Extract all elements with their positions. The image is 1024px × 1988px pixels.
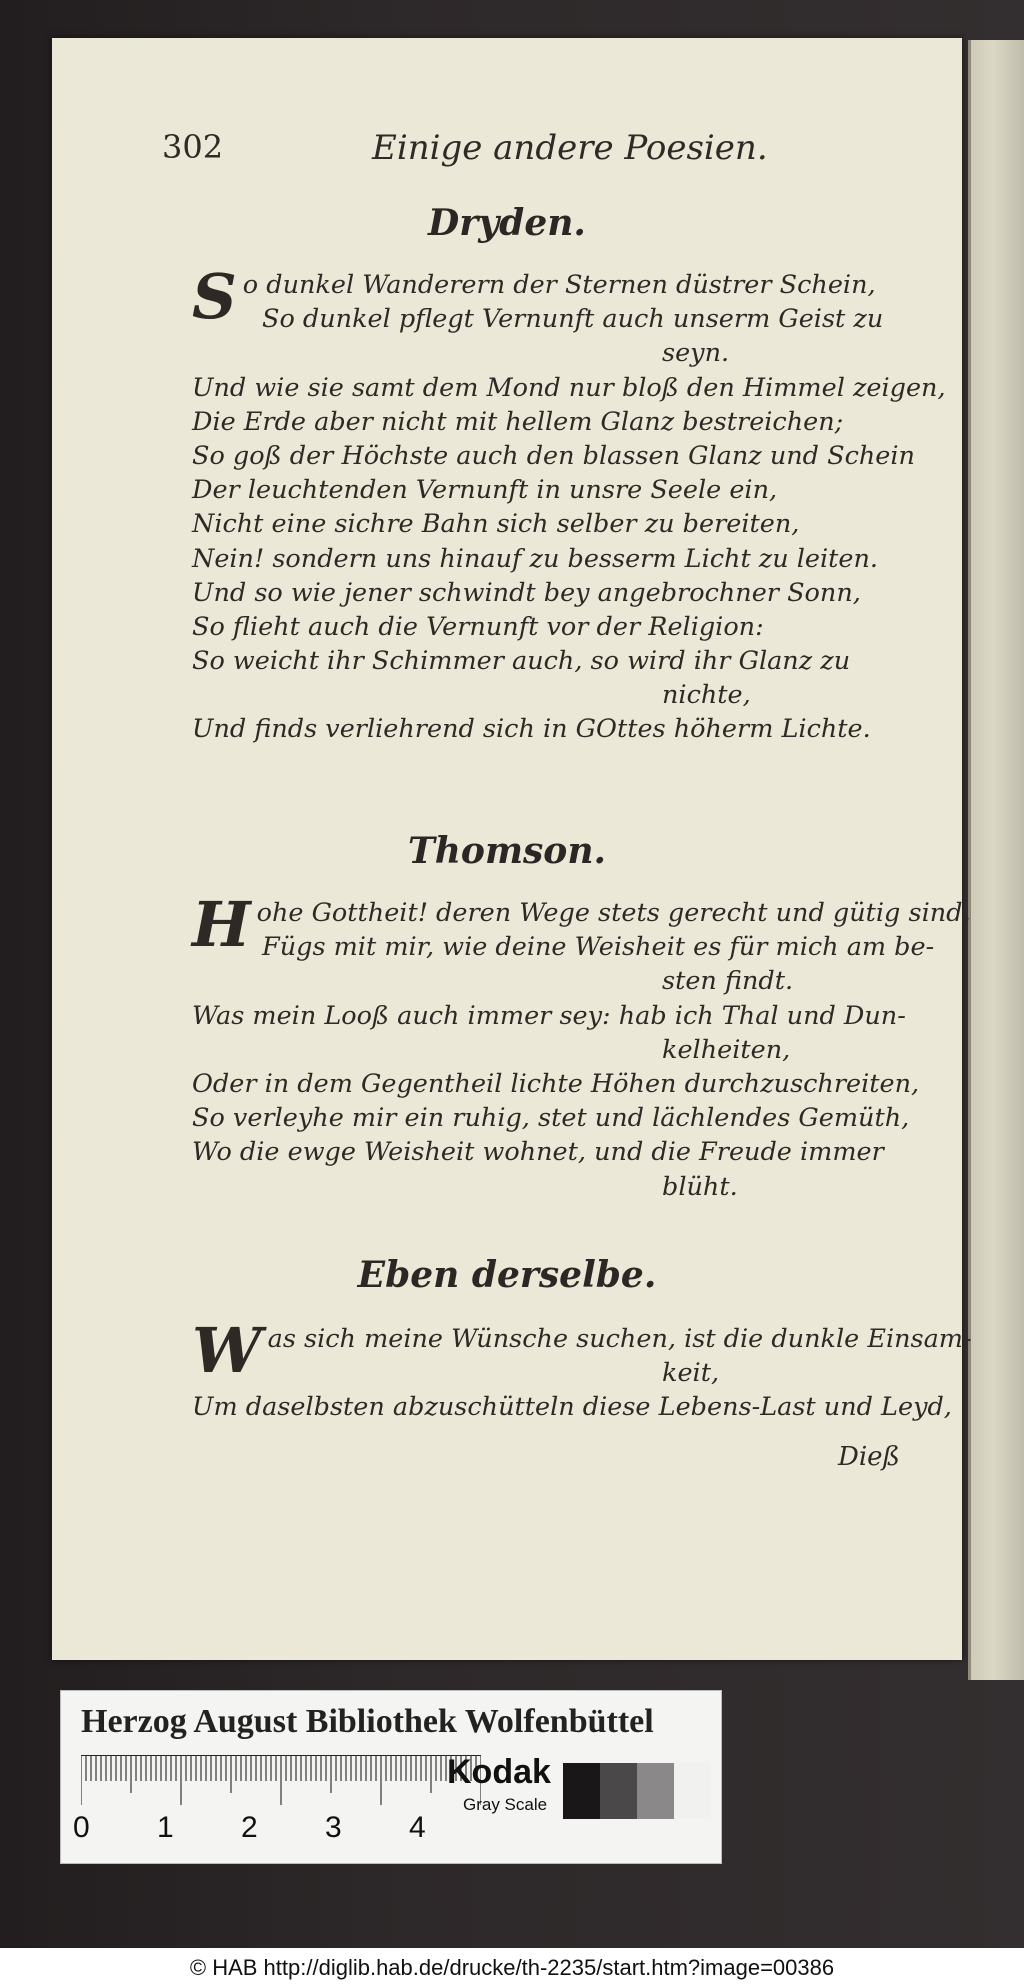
poem-line-text: Was mein Looß auch immer sey: hab ich Thal und Dun- — [192, 1000, 906, 1031]
poem-line — [192, 999, 932, 1033]
poem-line-text: nichte, — [662, 680, 751, 711]
poem-line — [192, 336, 932, 370]
poem-line — [192, 405, 932, 439]
section-heading-thomson: Thomson. — [407, 830, 607, 872]
poem-line-text: keit, — [662, 1358, 720, 1389]
poem-line-text: Oder in dem Gegentheil lichte Höhen durchzuschreiten, — [192, 1068, 920, 1099]
gray-patch — [637, 1763, 674, 1819]
poem-line-text: Fügs mit mir, wie deine Weisheit es für mich am be- — [262, 932, 935, 963]
catchword: Dieß — [838, 1442, 900, 1472]
poem-line-text: kelheiten, — [662, 1034, 791, 1065]
ruler-numbers — [73, 1811, 473, 1851]
ruler-number: 0 — [73, 1811, 90, 1844]
poem-line-text: So weicht ihr Schimmer auch, so wird ihr Glanz zu — [192, 646, 851, 677]
kodak-logo: Kodak — [447, 1753, 551, 1791]
poem-line — [192, 507, 932, 541]
poem-line — [192, 964, 932, 998]
gray-patch — [600, 1763, 637, 1819]
ruler-number: 2 — [241, 1811, 258, 1844]
poem-line — [192, 712, 932, 746]
poem-line — [192, 644, 932, 678]
poem-line-text: Der leuchtenden Vernunft in unsre Seele ein, — [192, 475, 778, 506]
poem-line-text: Nein! sondern uns hinauf zu besserm Licht zu leiten. — [192, 543, 879, 574]
section-heading-eben-derselbe: Eben derselbe. — [357, 1254, 657, 1296]
poem-dryden — [192, 260, 946, 747]
poem-line — [192, 302, 932, 336]
poem-line — [192, 542, 932, 576]
poem-line — [192, 439, 932, 473]
ruler-number: 3 — [325, 1811, 342, 1844]
poem-line — [192, 678, 932, 712]
poem-line-text: ohe Gottheit! deren Wege stets gerecht und gütig sind, — [256, 898, 971, 928]
poem-line — [192, 1170, 932, 1204]
poem-line-text: Nicht eine sichre Bahn sich selber zu bereiten, — [192, 509, 800, 540]
poem-line-text: sten findt. — [662, 966, 794, 997]
poem-line-text: Die Erde aber nicht mit hellem Glanz bestreichen; — [192, 406, 844, 437]
poem-line — [192, 1390, 952, 1424]
poem-line-text: as sich meine Wünsche suchen, ist die dunkle Einsam- — [267, 1324, 972, 1354]
poem-line-text: So flieht auch die Vernunft vor der Religion: — [192, 611, 764, 642]
copyright-footer: © HAB http://diglib.hab.de/drucke/th-2235/start.htm?image=00386 — [0, 1948, 1024, 1988]
poem-eben-derselbe — [192, 1314, 972, 1425]
ruler-number: 1 — [157, 1811, 174, 1844]
poem-line-text: o dunkel Wanderern der Sternen düstrer Schein, — [242, 270, 876, 300]
drop-capital: H — [192, 888, 251, 961]
drop-capital: S — [192, 260, 237, 333]
poem-line-text: Wo die ewge Weisheit wohnet, und die Freude immer — [192, 1137, 884, 1168]
poem-line-text: So dunkel pflegt Vernunft auch unserm Geist zu — [262, 304, 884, 335]
poem-line — [192, 610, 932, 644]
page-number: 302 — [162, 128, 224, 166]
poem-line — [192, 576, 932, 610]
running-head — [162, 128, 802, 178]
ruler-number: 4 — [409, 1811, 426, 1844]
poem-line-text: Um daselbsten abzuschütteln diese Lebens-Last und Leyd, — [192, 1392, 952, 1423]
poem-line-text: Und so wie jener schwindt bey angebrochner Sonn, — [192, 577, 861, 608]
poem-line-text: Und wie sie samt dem Mond nur bloß den Himmel zeigen, — [192, 372, 946, 403]
poem-line — [192, 1033, 932, 1067]
poem-line-text: So verleyhe mir ein ruhig, stet und lächlendes Gemüth, — [192, 1103, 910, 1134]
gray-scale-label: Gray Scale — [463, 1795, 548, 1814]
ruler — [81, 1755, 481, 1807]
gray-patch — [563, 1763, 600, 1819]
poem-line-text: seyn. — [662, 338, 730, 369]
poem-line — [192, 1101, 932, 1135]
poem-line-text: So goß der Höchste auch den blassen Glanz und Schein — [192, 440, 915, 471]
poem-line-text: blüht. — [662, 1171, 738, 1202]
section-heading-dryden: Dryden. — [428, 202, 586, 244]
gray-patches — [563, 1763, 711, 1819]
poem-line — [192, 1067, 932, 1101]
poem-thomson — [192, 888, 971, 1204]
library-name: Herzog August Bibliothek Wolfenbüttel — [81, 1703, 654, 1740]
poem-line — [192, 930, 935, 964]
poem-line — [192, 1135, 932, 1169]
drop-capital: W — [192, 1314, 262, 1387]
poem-line-text: Und finds verliehrend sich in GOttes höherm Lichte. — [192, 714, 871, 745]
next-page-edge — [968, 40, 1024, 1680]
poem-line — [192, 371, 946, 405]
color-target-card — [60, 1690, 722, 1864]
poem-line — [192, 473, 932, 507]
gray-patch — [674, 1763, 711, 1819]
poem-line — [192, 1356, 932, 1390]
running-title: Einige andere Poesien. — [372, 128, 768, 168]
